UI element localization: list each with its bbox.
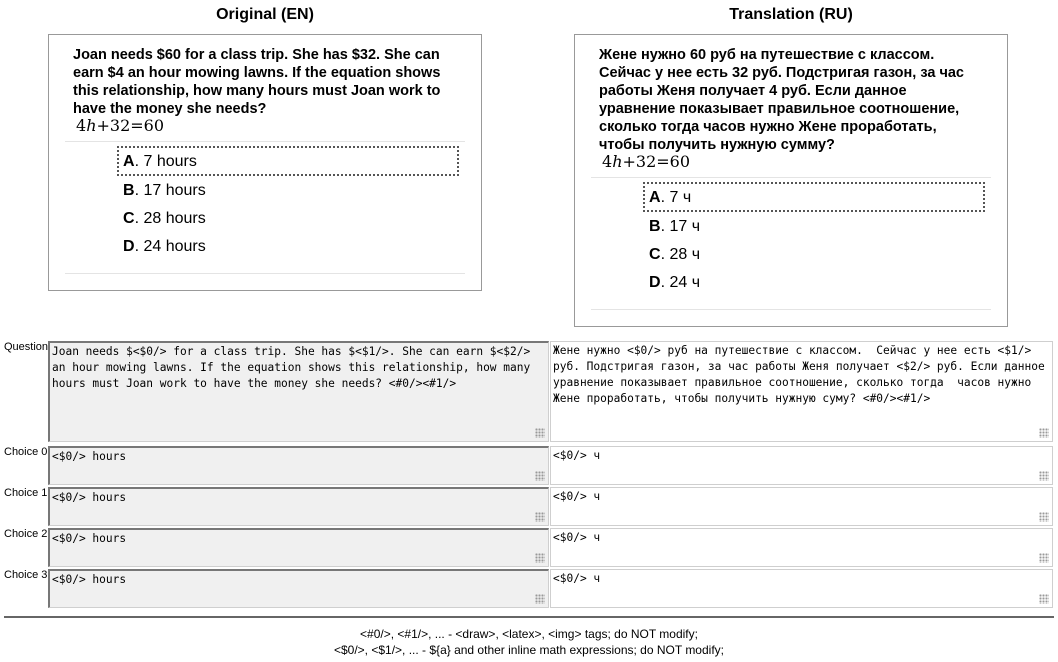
translation-choice-3-field[interactable]: <$0/> ч: [550, 569, 1053, 608]
original-choice-b[interactable]: B. 17 hours: [123, 182, 206, 199]
resize-grip-icon[interactable]: [535, 512, 545, 522]
footer-divider: [4, 616, 1054, 618]
original-question-text: Joan needs $60 for a class trip. She has $32. She can earn $4 an hour mowing lawns. If the equation shows this relationship, how many hours must Joan work to have the money she needs?: [73, 47, 441, 117]
translation-choice-1-field[interactable]: <$0/> ч: [550, 487, 1053, 526]
row-label-choice-3: Choice 3: [4, 569, 48, 581]
translation-preview-card: [574, 34, 1008, 327]
translation-column-title: Translation (RU): [729, 6, 853, 23]
divider: [65, 273, 465, 274]
resize-grip-icon[interactable]: [535, 428, 545, 438]
math-note: <$0/>, <$1/>, ... - ${a} and other inline math expressions; do NOT modify;: [333, 643, 724, 657]
original-preview-card: [48, 34, 482, 291]
resize-grip-icon[interactable]: [1039, 428, 1049, 438]
resize-grip-icon[interactable]: [535, 471, 545, 481]
divider: [65, 141, 465, 142]
resize-grip-icon[interactable]: [1039, 512, 1049, 522]
translation-choice-0-field[interactable]: <$0/> ч: [550, 446, 1053, 485]
original-choice-c[interactable]: C. 28 hours: [123, 210, 206, 227]
divider: [591, 177, 991, 178]
resize-grip-icon[interactable]: [1039, 594, 1049, 604]
original-choice-2-source[interactable]: <$0/> hours: [48, 528, 549, 567]
translation-choice-c[interactable]: C. 28 ч: [649, 246, 701, 263]
resize-grip-icon[interactable]: [1039, 471, 1049, 481]
row-label-choice-0: Choice 0: [4, 446, 48, 458]
original-column-title: Original (EN): [216, 6, 314, 23]
translation-equation: 4h+32=60: [602, 152, 691, 171]
original-choice-1-source[interactable]: <$0/> hours: [48, 487, 549, 526]
original-equation: 4h+32=60: [76, 116, 165, 135]
translation-question-field[interactable]: Жене нужно <$0/> руб на путешествие с классом. Сейчас у нее есть <$1/> руб. Подстригая газон, за час работы Женя получает <$2/> руб. Если данное уравнение показывает правильное соотношение, сколько тогда часов нужно Жене проработать, чтобы получить нужную суму? <#0/><#1/>: [550, 341, 1053, 442]
tag-note: <#0/>, <#1/>, ... - <draw>, <latex>, <img> tags; do NOT modify;: [360, 627, 698, 641]
resize-grip-icon[interactable]: [1039, 553, 1049, 563]
original-choice-a[interactable]: A. 7 hours: [117, 146, 459, 176]
translation-choice-2-field[interactable]: <$0/> ч: [550, 528, 1053, 567]
divider: [591, 309, 991, 310]
original-choice-0-source[interactable]: <$0/> hours: [48, 446, 549, 485]
resize-grip-icon[interactable]: [535, 594, 545, 604]
translation-choice-b[interactable]: B. 17 ч: [649, 218, 701, 235]
translation-question-text: Жене нужно 60 руб на путешествие с классом. Сейчас у нее есть 32 руб. Подстригая газон, за час работы Женя получает 4 руб. Если данное уравнение показывает правильное соотношение, сколько тогда часов нужно Жене проработать, чтобы получить нужную сумму?: [599, 47, 964, 153]
original-choice-d[interactable]: D. 24 hours: [123, 238, 206, 255]
row-label-choice-2: Choice 2: [4, 528, 48, 540]
row-label-question: Question: [4, 341, 49, 353]
original-question-source[interactable]: Joan needs $<$0/> for a class trip. She has $<$1/>. She can earn $<$2/> an hour mowing lawns. If the equation shows this relationship, how many hours must Joan work to have the money she needs? <#0/><#1/>: [48, 341, 549, 442]
resize-grip-icon[interactable]: [535, 553, 545, 563]
original-choice-3-source[interactable]: <$0/> hours: [48, 569, 549, 608]
translation-choice-a[interactable]: A. 7 ч: [643, 182, 985, 212]
row-label-choice-1: Choice 1: [4, 487, 48, 499]
translation-choice-d[interactable]: D. 24 ч: [649, 274, 701, 291]
